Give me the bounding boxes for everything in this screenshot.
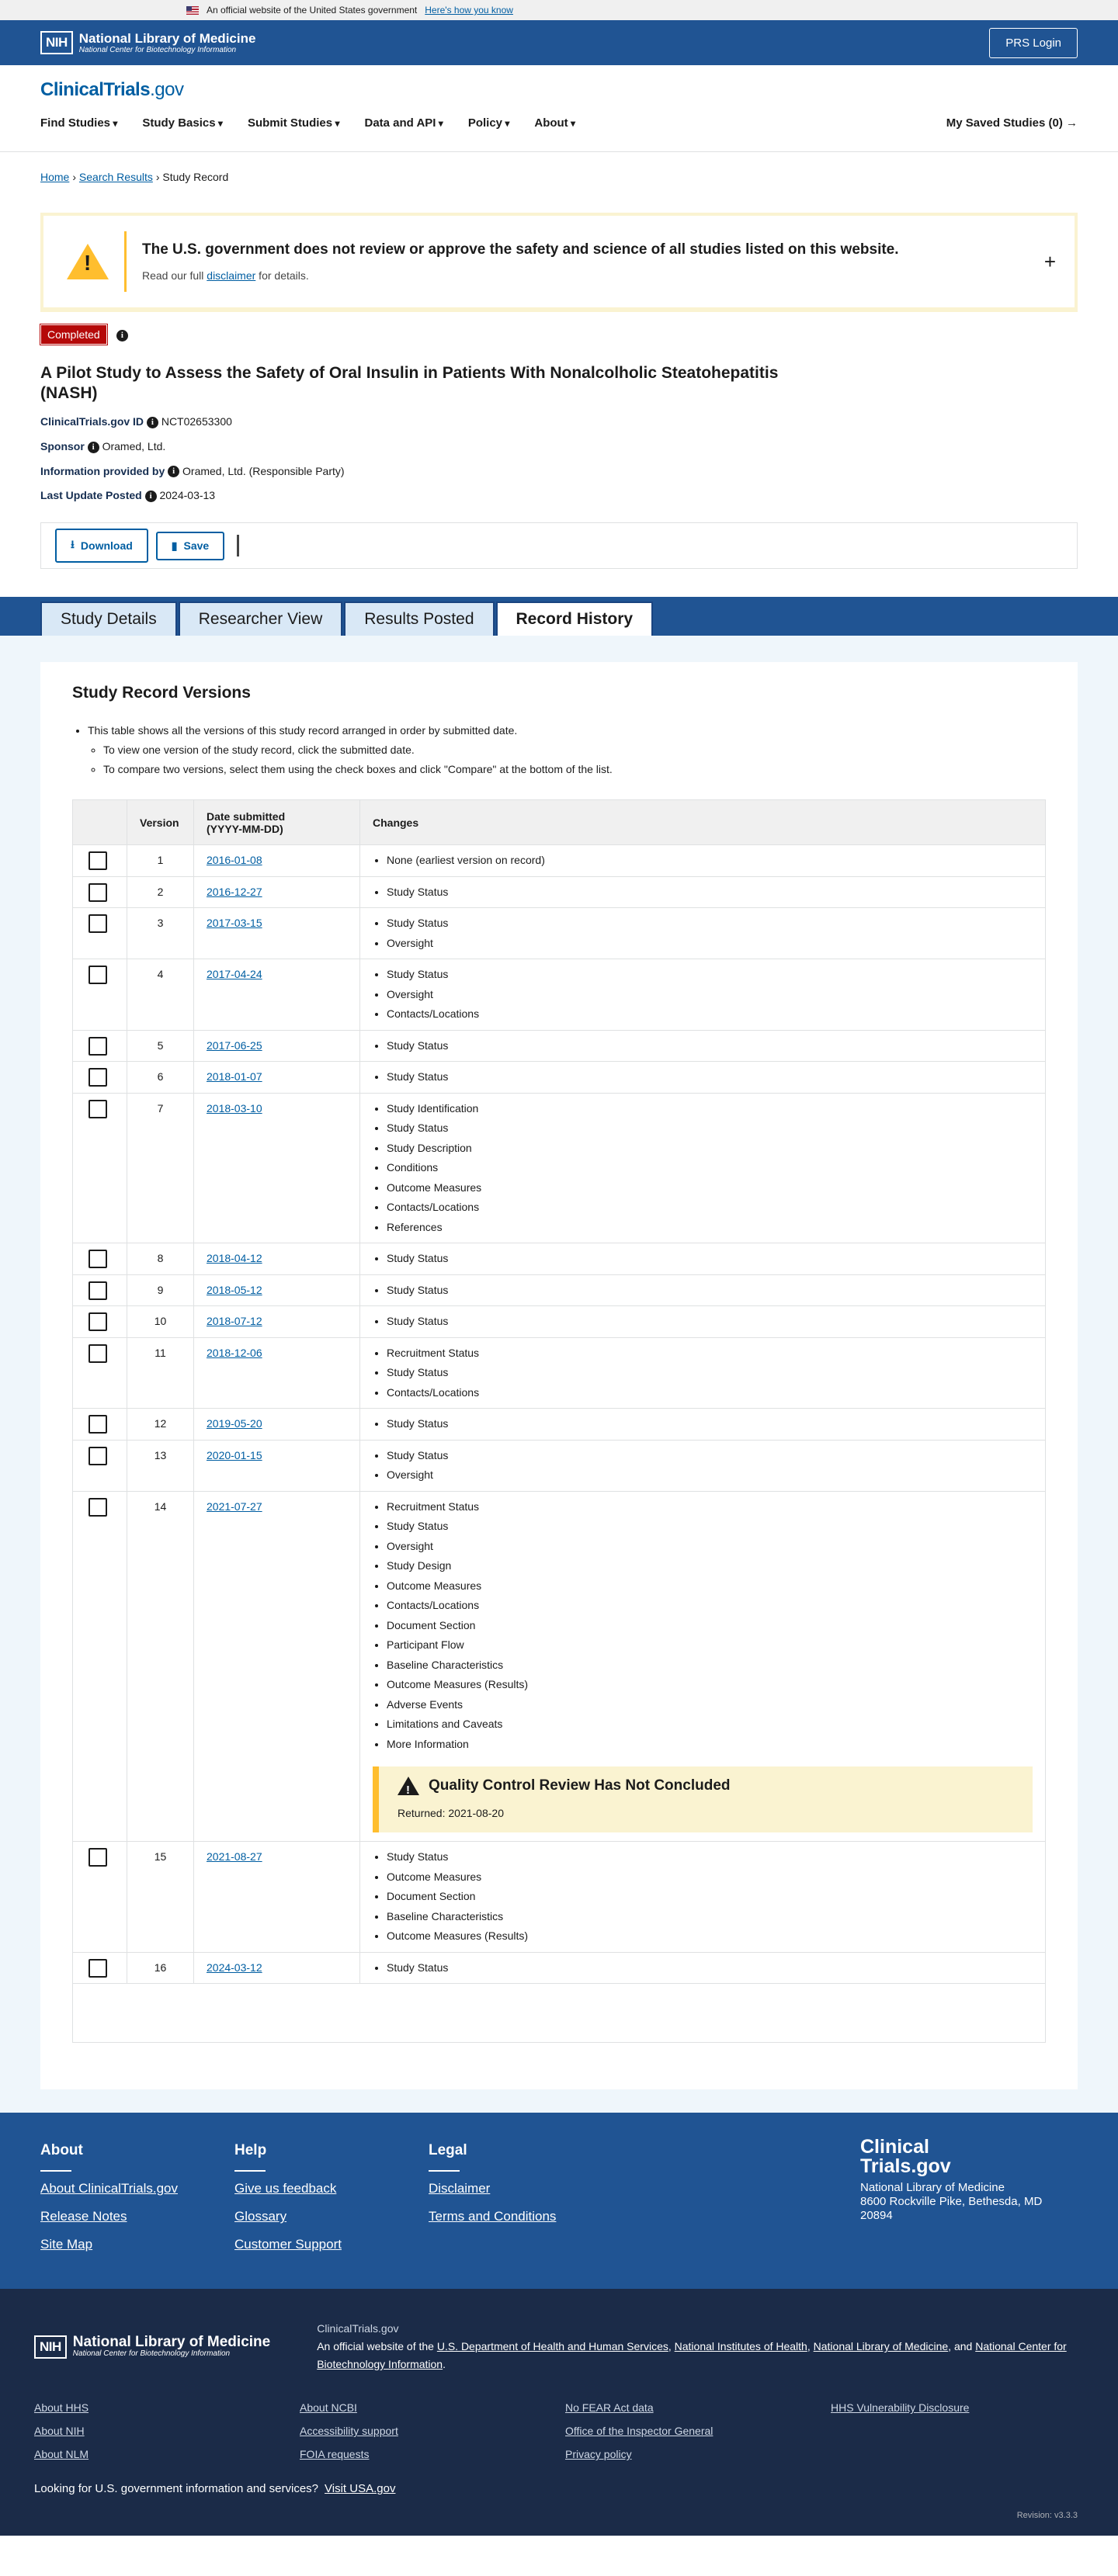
version-number: 9 xyxy=(127,1274,194,1306)
footer-link-site-map[interactable]: Site Map xyxy=(40,2237,93,2252)
change-item: • Study Identification xyxy=(387,1099,1033,1119)
nlm-name: National Library of Medicine xyxy=(78,30,256,46)
table-row xyxy=(73,1491,1046,1842)
version-checkbox[interactable] xyxy=(89,1068,107,1087)
footer-link-about-ct[interactable]: About ClinicalTrials.gov xyxy=(40,2181,178,2196)
change-item: • Study Status xyxy=(387,1249,1033,1269)
change-item: • Study Status xyxy=(387,1517,1033,1537)
change-item: • More Information xyxy=(387,1735,1033,1755)
change-item: • Study Status xyxy=(387,1414,1033,1434)
footer-link-about-nih[interactable]: About NIH xyxy=(34,2425,85,2438)
main-content xyxy=(0,636,1118,2113)
tab-study-details[interactable]: Study Details xyxy=(40,602,177,636)
footer-help: Help Give us feedback Glossary Customer Support xyxy=(234,2142,429,2258)
versions-table xyxy=(72,799,1046,2043)
version-number: 12 xyxy=(127,1409,194,1441)
change-item: • Contacts/Locations xyxy=(387,1596,1033,1616)
logo-part-b: .gov xyxy=(150,79,184,100)
prs-login-button[interactable]: PRS Login xyxy=(989,28,1078,58)
version-number: 4 xyxy=(127,959,194,1031)
column-header-date: Date submitted (YYYY-MM-DD) xyxy=(194,800,360,845)
nlm-footer-logo[interactable]: NIH National Library of Medicine National Center for Biotechnology Information xyxy=(34,2320,270,2373)
version-date-link[interactable]: 2017-03-15 xyxy=(207,917,262,930)
change-item: • Study Status xyxy=(387,1958,1033,1978)
change-item: • Outcome Measures (Results) xyxy=(387,1926,1033,1947)
column-header-select xyxy=(73,800,127,845)
version-checkbox[interactable] xyxy=(89,851,107,870)
warning-icon: ! xyxy=(67,244,109,279)
official-website-text: ClinicalTrials.gov An official website of the U.S. Department of Health and Human Services, National Institutes of Health, National Library of Medicine, and National Center for Biotechnology Information. xyxy=(317,2322,1067,2371)
table-row xyxy=(73,1274,1046,1306)
change-item: • Contacts/Locations xyxy=(387,1383,1033,1403)
nav-policy[interactable]: Policy ▾ xyxy=(468,116,510,130)
version-date-link[interactable]: 2017-04-24 xyxy=(207,968,262,981)
site-header xyxy=(0,65,1118,152)
version-checkbox[interactable] xyxy=(89,1848,107,1867)
version-date-link[interactable]: 2018-05-12 xyxy=(207,1283,262,1296)
breadcrumb: Home › Search Results › Study Record xyxy=(40,171,229,183)
change-item: • Study Status xyxy=(387,882,1033,903)
heres-how-you-know-link[interactable]: Here's how you know xyxy=(425,5,513,16)
change-item: • Contacts/Locations xyxy=(387,1198,1033,1218)
tab-results-posted[interactable]: Results Posted xyxy=(344,602,494,636)
footer-legal: Legal Disclaimer Terms and Conditions xyxy=(429,2142,623,2258)
change-item: • Oversight xyxy=(387,1537,1033,1557)
change-item: • Study Status xyxy=(387,1281,1033,1301)
tab-record-history[interactable]: Record History xyxy=(496,602,654,636)
footer-link-about-ncbi[interactable]: About NCBI xyxy=(300,2401,357,2415)
footer-link-support[interactable]: Customer Support xyxy=(234,2237,342,2252)
visit-usa-gov-link[interactable]: Visit USA.gov xyxy=(325,2482,396,2496)
version-date-link[interactable]: 2017-06-25 xyxy=(207,1038,262,1052)
info-icon[interactable]: i xyxy=(88,442,99,453)
change-item: • Participant Flow xyxy=(387,1635,1033,1656)
status-badge: Completed xyxy=(40,324,107,345)
info-icon[interactable]: i xyxy=(145,491,157,502)
version-date-link[interactable]: 2018-01-07 xyxy=(207,1070,262,1083)
ct-logo[interactable] xyxy=(40,79,1078,101)
nlm-logo[interactable] xyxy=(40,31,255,54)
change-item: • Study Status xyxy=(387,1847,1033,1867)
version-checkbox[interactable] xyxy=(89,966,107,984)
change-item: • Study Status xyxy=(387,1036,1033,1056)
logo-part-a: ClinicalTrials xyxy=(40,79,151,100)
version-number: 5 xyxy=(127,1030,194,1062)
bookmark-icon: ▮ xyxy=(171,539,178,552)
footer-link-vulnerability[interactable]: HHS Vulnerability Disclosure xyxy=(831,2401,970,2415)
change-item: • Study Design xyxy=(387,1556,1033,1576)
breadcrumb-home[interactable]: Home xyxy=(40,171,70,183)
version-date-link[interactable]: 2016-12-27 xyxy=(207,885,262,898)
footer-links-grid xyxy=(34,2401,1084,2460)
change-item: • Study Status xyxy=(387,1446,1033,1466)
version-checkbox[interactable] xyxy=(89,883,107,902)
footer-link-accessibility[interactable]: Accessibility support xyxy=(300,2425,398,2438)
version-number: 3 xyxy=(127,908,194,959)
download-button[interactable]: ⭳ Download xyxy=(55,529,148,563)
version-number: 7 xyxy=(127,1093,194,1243)
table-row xyxy=(73,959,1046,1031)
nav-submit-studies[interactable]: Submit Studies ▾ xyxy=(248,116,340,130)
version-date-link[interactable]: 2018-04-12 xyxy=(207,1252,262,1265)
versions-heading: Study Record Versions xyxy=(72,684,251,702)
change-item: • Study Status xyxy=(387,1067,1033,1087)
change-item: • Oversight xyxy=(387,1465,1033,1486)
us-flag-icon xyxy=(186,6,199,15)
change-item: • Contacts/Locations xyxy=(387,1004,1033,1025)
version-checkbox[interactable] xyxy=(89,1959,107,1978)
footer-brand: Clinical Trials.gov National Library of Medicine 8600 Rockville Pike, Bethesda, MD 20894 xyxy=(860,2136,1043,2223)
change-item: • Study Status xyxy=(387,965,1033,985)
actions-bar xyxy=(40,522,1078,569)
footer-about: About About ClinicalTrials.gov Release Notes Site Map xyxy=(40,2142,234,2258)
breadcrumb-search-results[interactable]: Search Results xyxy=(78,171,153,183)
version-number: 13 xyxy=(127,1440,194,1491)
table-row xyxy=(73,1243,1046,1275)
versions-card xyxy=(40,662,1078,2089)
version-checkbox[interactable] xyxy=(89,914,107,933)
table-row xyxy=(73,1409,1046,1441)
tab-researcher-view[interactable]: Researcher View xyxy=(179,602,343,636)
footer-link-no-fear[interactable]: No FEAR Act data xyxy=(565,2401,654,2415)
disclaimer-alert: ! The U.S. government does not review or approve the safety and science of all studies listed on this website. Read our full disclaimer for details. + xyxy=(40,213,1078,312)
info-icon[interactable]: i xyxy=(116,330,128,342)
version-date-link[interactable]: 2021-07-27 xyxy=(207,1499,262,1513)
change-item: • Conditions xyxy=(387,1158,1033,1178)
change-item: • Baseline Characteristics xyxy=(387,1907,1033,1927)
version-checkbox[interactable] xyxy=(89,1415,107,1434)
version-number: 2 xyxy=(127,876,194,908)
table-row xyxy=(73,1952,1046,1984)
nav-study-basics[interactable]: Study Basics ▾ xyxy=(142,116,223,130)
compare-row xyxy=(73,1984,1046,2043)
change-item: • References xyxy=(387,1218,1033,1238)
last-update-row: Last Update Posted i 2024-03-13 xyxy=(40,489,216,502)
qc-review-alert: ! Quality Control Review Has Not Concluded Returned: 2021-08-20 xyxy=(373,1766,1033,1832)
table-row xyxy=(73,1306,1046,1338)
nav-find-studies[interactable]: Find Studies ▾ xyxy=(40,116,117,130)
nlm-footer xyxy=(0,2289,1118,2536)
version-checkbox[interactable] xyxy=(89,1100,107,1118)
change-item: • None (earliest version on record) xyxy=(387,851,1033,871)
change-item: • Outcome Measures (Results) xyxy=(387,1675,1033,1695)
change-item: • Study Description xyxy=(387,1139,1033,1159)
footer-link-privacy[interactable]: Privacy policy xyxy=(565,2448,632,2461)
alert-title: The U.S. government does not review or approve the safety and science of all studies listed on this website. xyxy=(142,241,899,258)
version-date-link[interactable]: 2016-01-08 xyxy=(207,854,262,867)
gov-banner-text: An official website of the United States government xyxy=(207,5,418,16)
nih-logo-box: NIH xyxy=(40,31,73,54)
nih-header xyxy=(0,20,1118,65)
version-checkbox[interactable] xyxy=(89,1250,107,1268)
expand-plus-icon[interactable]: + xyxy=(1043,250,1056,273)
footer-link-foia[interactable]: FOIA requests xyxy=(300,2448,370,2461)
nih-link[interactable]: National Institutes of Health xyxy=(674,2340,807,2353)
version-checkbox[interactable] xyxy=(89,1037,107,1056)
change-item: • Document Section xyxy=(387,1887,1033,1907)
change-item: • Study Status xyxy=(387,1312,1033,1332)
version-date-link[interactable]: 2018-07-12 xyxy=(207,1315,262,1328)
column-header-version: Version xyxy=(127,800,194,845)
breadcrumb-current: Study Record xyxy=(162,171,229,183)
change-item: • Baseline Characteristics xyxy=(387,1656,1033,1676)
change-item: • Outcome Measures xyxy=(387,1178,1033,1198)
info-icon[interactable]: i xyxy=(147,417,158,428)
footer-link-glossary[interactable]: Glossary xyxy=(234,2209,287,2224)
nav-about[interactable]: About ▾ xyxy=(534,116,575,130)
download-icon: ⭳ xyxy=(71,538,75,551)
column-header-changes: Changes xyxy=(360,800,1046,845)
version-checkbox[interactable] xyxy=(89,1498,107,1517)
sponsor-row: Sponsor i Oramed, Ltd. xyxy=(40,439,166,452)
change-item: • Adverse Events xyxy=(387,1695,1033,1715)
footer-link-release-notes[interactable]: Release Notes xyxy=(40,2209,127,2224)
disclaimer-link[interactable]: disclaimer xyxy=(207,269,256,282)
footer-link-feedback[interactable]: Give us feedback xyxy=(234,2181,337,2196)
version-number: 6 xyxy=(127,1062,194,1094)
footer-link-oig[interactable]: Office of the Inspector General xyxy=(565,2425,714,2438)
change-item: • Limitations and Caveats xyxy=(387,1714,1033,1735)
footer-link-disclaimer[interactable]: Disclaimer xyxy=(429,2181,491,2196)
change-item: • Outcome Measures xyxy=(387,1576,1033,1597)
save-button[interactable]: ▮ Save xyxy=(156,532,224,560)
version-checkbox[interactable] xyxy=(89,1281,107,1300)
footer-link-terms[interactable]: Terms and Conditions xyxy=(429,2209,557,2224)
ncbi-link[interactable]: National Center for Biotechnology Information xyxy=(317,2340,1067,2371)
versions-notes: • This table shows all the versions of this study record arranged in order by submitted date. ◦ To view one version of the study record, click the submitted date. ◦ To compare two versions, select them using the check boxes and click "Compare" at the bottom of the list. xyxy=(88,721,1046,779)
version-number: 16 xyxy=(127,1952,194,1984)
version-date-link[interactable]: 2024-03-12 xyxy=(207,1961,262,1974)
hhs-link[interactable]: U.S. Department of Health and Human Services xyxy=(436,2340,668,2353)
change-item: • Study Status xyxy=(387,1363,1033,1383)
study-tabs xyxy=(0,597,1118,636)
version-checkbox[interactable] xyxy=(89,1312,107,1331)
change-item: • Oversight xyxy=(387,934,1033,954)
version-date-link[interactable]: 2019-05-20 xyxy=(207,1417,262,1430)
version-number: 14 xyxy=(127,1491,194,1842)
version-number: 8 xyxy=(127,1243,194,1275)
version-number: 1 xyxy=(127,845,194,877)
table-row xyxy=(73,1440,1046,1491)
footer-link-about-nlm[interactable]: About NLM xyxy=(34,2448,89,2461)
change-item: • Study Status xyxy=(387,1118,1033,1139)
change-item: • Outcome Measures xyxy=(387,1867,1033,1888)
main-nav xyxy=(40,116,1078,130)
info-provided-row: Information provided by i Oramed, Ltd. (Responsible Party) xyxy=(40,464,345,477)
my-saved-studies-link[interactable]: My Saved Studies (0) → xyxy=(946,116,1078,130)
version-date-link[interactable]: 2018-03-10 xyxy=(207,1101,262,1115)
table-row xyxy=(73,1062,1046,1094)
version-number: 11 xyxy=(127,1337,194,1409)
version-date-link[interactable]: 2018-12-06 xyxy=(207,1346,262,1359)
table-row xyxy=(73,876,1046,908)
table-row xyxy=(73,1842,1046,1953)
version-date-link[interactable]: 2021-08-27 xyxy=(207,1850,262,1864)
change-item: • Oversight xyxy=(387,985,1033,1005)
table-row xyxy=(73,1337,1046,1409)
version-date-link[interactable]: 2020-01-15 xyxy=(207,1448,262,1461)
revision-text: Revision: v3.3.3 xyxy=(1016,2511,1078,2521)
version-checkbox[interactable] xyxy=(89,1344,107,1363)
table-row xyxy=(73,908,1046,959)
warning-icon: ! xyxy=(398,1777,419,1795)
usa-gov-row: Looking for U.S. government information and services? Visit USA.gov xyxy=(34,2482,396,2496)
nav-data-api[interactable]: Data and API ▾ xyxy=(364,116,443,130)
change-item: • Recruitment Status xyxy=(387,1343,1033,1364)
version-checkbox[interactable] xyxy=(89,1447,107,1465)
change-item: • Study Status xyxy=(387,914,1033,934)
study-header xyxy=(0,324,1118,502)
table-row xyxy=(73,1030,1046,1062)
version-number: 10 xyxy=(127,1306,194,1338)
nct-id-row: ClinicalTrials.gov ID i NCT02653300 xyxy=(40,415,232,428)
change-item: • Document Section xyxy=(387,1616,1033,1636)
table-row xyxy=(73,845,1046,877)
footer-link-about-hhs[interactable]: About HHS xyxy=(34,2401,89,2415)
change-item: • Recruitment Status xyxy=(387,1497,1033,1517)
info-icon[interactable]: i xyxy=(168,466,179,477)
version-number: 15 xyxy=(127,1842,194,1953)
gov-banner xyxy=(0,0,1118,20)
table-row xyxy=(73,1093,1046,1243)
ncbi-name: National Center for Biotechnology Information xyxy=(78,45,237,54)
study-title: A Pilot Study to Assess the Safety of Oral Insulin in Patients With Nonalcolholic Steatohepatitis (NASH) xyxy=(40,364,779,402)
nlm-link[interactable]: National Library of Medicine xyxy=(813,2340,949,2353)
site-footer xyxy=(0,2113,1118,2289)
